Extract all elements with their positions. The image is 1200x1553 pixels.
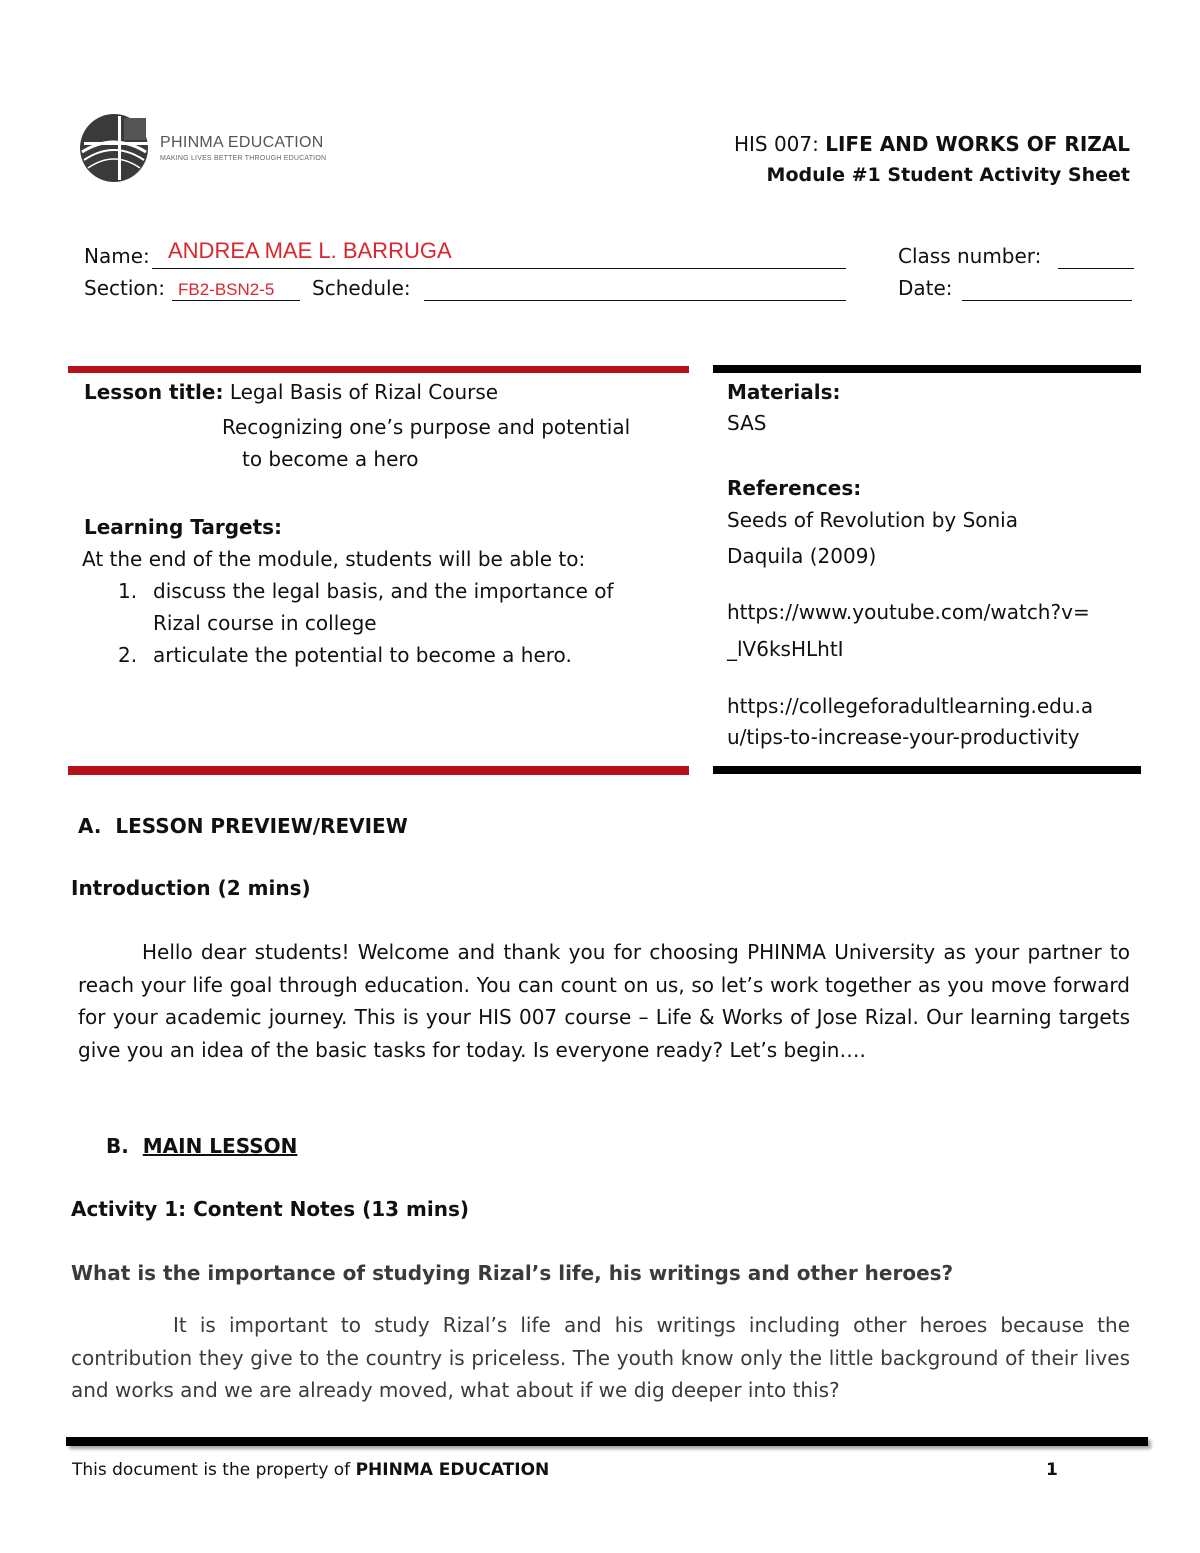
phinma-logo	[74, 112, 334, 182]
name-value: ANDREA MAE L. BARRUGA	[168, 238, 452, 263]
section-b-letter: B.	[106, 1134, 129, 1158]
lesson-subtitle-line1: Recognizing one’s purpose and potential	[222, 415, 631, 439]
materials-label: Materials:	[727, 380, 841, 404]
section-value: FB2-BSN2-5	[178, 280, 275, 299]
lesson-title-value: Legal Basis of Rizal Course	[229, 380, 499, 404]
section-b-heading	[106, 1130, 297, 1162]
lesson-subtitle-line2: to become a hero	[242, 447, 419, 471]
section-b-title: MAIN LESSON	[142, 1134, 298, 1158]
footer-ownership	[72, 1460, 549, 1480]
target-2-line1: articulate the potential to become a hero.	[153, 643, 572, 667]
materials-top-rule	[713, 365, 1141, 373]
reference-1-line2: Daquila (2009)	[727, 544, 877, 568]
reference-2-link-line1[interactable]: https://www.youtube.com/watch?v=	[727, 600, 1090, 624]
lesson-title-line	[84, 376, 498, 408]
materials-value: SAS	[727, 411, 767, 435]
activity-question: What is the importance of studying Rizal’s life, his writings and other heroes?	[71, 1261, 954, 1285]
activity-answer: It is important to study Rizal’s life and his writings including other heroes because the contribution they give to the country is priceless. The youth know only the little background of their lives and works and we are already moved, what about if we dig deeper into this?	[71, 1313, 1130, 1402]
phinma-emblem-icon	[74, 112, 154, 182]
footer-owner: PHINMA EDUCATION	[355, 1460, 550, 1480]
logo-brand: PHINMA EDUCATION	[160, 134, 324, 151]
course-code: HIS 007:	[733, 132, 826, 156]
class-number-field-line[interactable]	[1058, 268, 1134, 269]
target-1-number: 1.	[118, 579, 138, 603]
learning-targets-label: Learning Targets:	[84, 515, 283, 539]
section-a-heading	[78, 810, 408, 842]
reference-3-link-line2[interactable]: u/tips-to-increase-your-productivity	[727, 725, 1080, 749]
schedule-field-line[interactable]	[424, 300, 846, 301]
course-title: LIFE AND WORKS OF RIZAL	[825, 132, 1130, 156]
page-number: 1	[1046, 1460, 1058, 1480]
course-heading	[734, 132, 1130, 156]
lesson-top-rule	[68, 366, 689, 373]
target-1-line1: discuss the legal basis, and the importance of	[153, 579, 614, 603]
reference-1-line1: Seeds of Revolution by Sonia	[727, 508, 1018, 532]
module-heading: Module #1 Student Activity Sheet	[766, 164, 1130, 186]
date-label: Date:	[898, 276, 953, 300]
name-field-line[interactable]	[152, 268, 846, 269]
learning-targets-intro: At the end of the module, students will be able to:	[82, 547, 586, 571]
activity-1-heading: Activity 1: Content Notes (13 mins)	[71, 1197, 470, 1221]
date-field-line[interactable]	[962, 300, 1132, 301]
introduction-paragraph: Hello dear students! Welcome and thank you for choosing PHINMA University as your partner to reach your life goal through education. You can count on us, so let’s work together as you move forward for your academic journey. This is your HIS 007 course – Life & Works of Jose Rizal. Our learning targets give you an idea of the basic tasks for today. Is everyone ready? Let’s begin….	[78, 940, 1130, 1062]
lesson-title-label: Lesson title:	[84, 380, 224, 404]
footer-rule	[66, 1437, 1148, 1446]
target-2-number: 2.	[118, 643, 138, 667]
section-label: Section:	[84, 276, 166, 300]
footer-prefix: This document is the property of	[72, 1460, 356, 1480]
section-a-title: LESSON PREVIEW/REVIEW	[115, 814, 408, 838]
section-field-line[interactable]	[172, 300, 300, 301]
name-label: Name:	[84, 244, 150, 268]
materials-bottom-rule	[713, 766, 1141, 774]
logo-tagline: MAKING LIVES BETTER THROUGH EDUCATION	[160, 155, 327, 162]
schedule-label: Schedule:	[312, 276, 411, 300]
section-a-letter: A.	[78, 814, 102, 838]
target-1-line2: Rizal course in college	[153, 611, 377, 635]
lesson-bottom-rule	[68, 766, 689, 775]
reference-2-link-line2[interactable]: _lV6ksHLhtI	[727, 637, 844, 661]
class-number-label: Class number:	[898, 244, 1042, 268]
references-label: References:	[727, 476, 862, 500]
reference-3-link-line1[interactable]: https://collegeforadultlearning.edu.a	[727, 694, 1094, 718]
introduction-heading: Introduction (2 mins)	[71, 876, 311, 900]
